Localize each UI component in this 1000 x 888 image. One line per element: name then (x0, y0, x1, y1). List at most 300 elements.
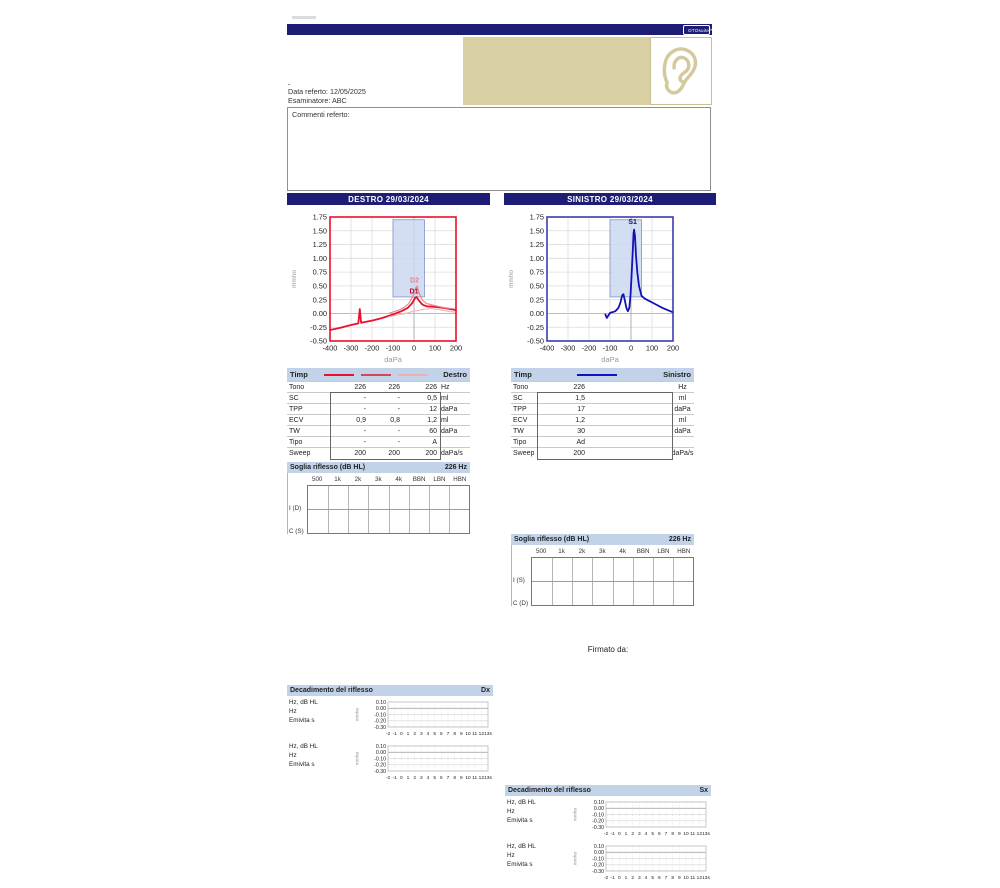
timp-row-tw (511, 425, 694, 436)
svg-text:0.50: 0.50 (529, 281, 544, 291)
reflex-cell (348, 510, 368, 533)
timp-cell: Sweep (289, 449, 311, 457)
svg-text:-200: -200 (364, 343, 380, 353)
svg-text:11: 11 (690, 832, 696, 837)
svg-text:7: 7 (446, 776, 450, 781)
reflex-column-headers (511, 545, 694, 557)
reflex-col-500: 500 (536, 547, 547, 555)
timp-rows (287, 381, 470, 458)
timp-cell: daPa (441, 427, 458, 435)
svg-text:0.10: 0.10 (375, 743, 386, 750)
svg-text:-0.20: -0.20 (374, 718, 386, 725)
svg-text:2: 2 (413, 776, 417, 781)
legend-line-swatch (324, 374, 354, 376)
decay-param-label: Hz, dB HL (289, 699, 318, 706)
reflex-cell (368, 510, 388, 533)
timp-row-sc (511, 392, 694, 403)
svg-text:1: 1 (406, 732, 410, 737)
timp-cell: Tipo (289, 438, 303, 446)
reflex-col-LBN: LBN (657, 547, 670, 555)
timp-cell: TW (513, 427, 524, 435)
timp-cell: 12 (429, 405, 437, 413)
svg-text:0.10: 0.10 (375, 699, 386, 706)
svg-text:1.50: 1.50 (529, 226, 544, 236)
svg-text:3: 3 (419, 732, 423, 737)
reflex-cell (449, 486, 469, 509)
reflex-freq: 226 Hz (444, 464, 467, 471)
svg-text:8: 8 (671, 876, 675, 881)
timp-cell: 226 (573, 383, 585, 391)
reflex-cell (673, 558, 693, 581)
ear-logo-box (650, 37, 712, 105)
reflex-col-2k: 2k (578, 547, 586, 555)
svg-text:0.75: 0.75 (529, 267, 544, 277)
svg-text:12: 12 (478, 776, 485, 781)
comments-box (287, 107, 711, 191)
svg-text:13s: 13s (484, 776, 492, 781)
tympanogram-chart-sinistro (504, 205, 714, 365)
reflex-row (308, 509, 469, 533)
timp-cell: 1,2 (427, 416, 437, 424)
svg-text:1: 1 (624, 876, 628, 881)
timp-table-header (511, 368, 694, 381)
reflex-cell (613, 582, 633, 605)
decay-plot (573, 798, 713, 844)
reflex-cell (572, 558, 592, 581)
svg-text:daPa: daPa (601, 355, 619, 364)
decay-param-label: Hz, dB HL (507, 843, 536, 850)
timp-cell: Tono (289, 383, 305, 391)
reflex-cell (653, 582, 673, 605)
timp-cell: daPa (674, 427, 691, 435)
reflex-cell (613, 558, 633, 581)
decay-side-label: Sx (699, 787, 708, 794)
reflex-col-3k: 3k (599, 547, 606, 555)
timp-cell: - (363, 438, 366, 446)
reflex-left-rule (511, 545, 512, 606)
timp-cell: 200 (354, 449, 366, 457)
svg-text:-0.30: -0.30 (592, 868, 604, 875)
svg-text:3: 3 (419, 776, 423, 781)
timp-cell: 226 (388, 383, 400, 391)
svg-text:0.00: 0.00 (375, 706, 386, 713)
svg-text:0.00: 0.00 (375, 750, 386, 757)
timp-cell: - (397, 405, 400, 413)
svg-text:11: 11 (690, 876, 696, 881)
timp-cell: 200 (573, 449, 585, 457)
svg-text:4: 4 (644, 876, 648, 881)
svg-text:-1: -1 (610, 876, 615, 881)
top-navy-bar (287, 24, 712, 35)
timp-row-sc (287, 392, 470, 403)
reflex-cell (532, 582, 552, 605)
decay-param-label: Emivita s (507, 861, 533, 868)
reflex-col-3k: 3k (375, 475, 382, 483)
reflex-cell (429, 486, 449, 509)
reflex-row (532, 581, 693, 605)
timp-cell: - (363, 427, 366, 435)
reflex-table-destro (287, 462, 470, 534)
svg-text:-0.30: -0.30 (374, 724, 386, 731)
svg-text:-0.10: -0.10 (592, 856, 604, 863)
reflex-cell (429, 510, 449, 533)
meta-dot: . (288, 78, 290, 87)
timp-cell: TPP (289, 405, 303, 413)
otosuite-logo (683, 25, 714, 35)
timp-rows (511, 381, 694, 458)
svg-text:6: 6 (657, 876, 661, 881)
svg-text:-0.20: -0.20 (592, 818, 604, 825)
timp-cell: 226 (425, 383, 437, 391)
timp-row-tono (287, 381, 470, 392)
decay-param-label: Hz (289, 708, 297, 715)
reflex-col-BBN: BBN (636, 547, 650, 555)
svg-text:13s: 13s (484, 732, 492, 737)
timp-cell: ml (678, 394, 687, 402)
svg-text:5: 5 (433, 776, 437, 781)
timp-row-sweep (287, 447, 470, 458)
svg-text:8: 8 (453, 776, 457, 781)
timp-cell: daPa/s (441, 449, 463, 457)
reflex-cell (308, 486, 328, 509)
svg-text:9: 9 (459, 776, 463, 781)
timp-cell: 0,8 (390, 416, 400, 424)
svg-text:10: 10 (465, 732, 471, 737)
redacted-patient-name (292, 16, 316, 19)
reflex-row-label: C (S) (289, 528, 304, 535)
svg-text:5: 5 (651, 876, 655, 881)
svg-text:13s: 13s (702, 876, 710, 881)
decay-param-label: Emivita s (289, 717, 315, 724)
signed-by-label: Firmato da: (587, 645, 629, 654)
timp-row-tono (511, 381, 694, 392)
normative-box (393, 220, 425, 297)
timp-cell: 1,5 (575, 394, 585, 402)
svg-text:D1: D1 (409, 288, 419, 296)
decay-plot (573, 842, 713, 888)
svg-text:-400: -400 (322, 343, 338, 353)
svg-text:4: 4 (426, 732, 430, 737)
svg-text:12: 12 (696, 876, 703, 881)
timp-row-tipo (511, 436, 694, 447)
timp-cell: Tipo (513, 438, 527, 446)
reflex-cell (348, 486, 368, 509)
timp-cell: ml (441, 416, 449, 424)
svg-text:-0.20: -0.20 (374, 762, 386, 769)
svg-text:10: 10 (683, 832, 689, 837)
reflex-decay-destro (287, 685, 493, 785)
svg-text:mmho: mmho (573, 851, 579, 866)
timp-cell: 60 (429, 427, 437, 435)
decay-param-label: Hz (507, 808, 515, 815)
svg-text:S1: S1 (628, 219, 637, 227)
timp-row-tpp (511, 403, 694, 414)
svg-text:6: 6 (439, 732, 443, 737)
beige-banner (463, 37, 650, 105)
decay-title: Decadimento del riflesso (290, 687, 373, 694)
logo-text: OTOsuite™ (688, 27, 714, 33)
decay-side-label: Dx (481, 687, 490, 694)
svg-text:13s: 13s (702, 832, 710, 837)
svg-text:-100: -100 (602, 343, 618, 353)
reflex-col-LBN: LBN (433, 475, 446, 483)
reflex-cell (653, 558, 673, 581)
timp-table-header (287, 368, 470, 381)
tympanogram-chart-destro (287, 205, 497, 365)
decay-param-label: Emivita s (507, 817, 533, 824)
timp-cell: 17 (577, 405, 585, 413)
timp-cell: daPa/s (671, 449, 694, 457)
svg-text:-100: -100 (385, 343, 401, 353)
timp-cell: TPP (513, 405, 527, 413)
svg-text:9: 9 (459, 732, 463, 737)
svg-text:-300: -300 (560, 343, 576, 353)
destro-header-bar: DESTRO 29/03/2024 (287, 193, 490, 205)
timp-cell: Sweep (513, 449, 535, 457)
svg-text:0: 0 (628, 343, 634, 353)
svg-text:mmho: mmho (355, 751, 361, 766)
reflex-cell (532, 558, 552, 581)
decay-param-label: Hz, dB HL (507, 799, 536, 806)
reflex-row-label: I (D) (289, 505, 302, 512)
svg-text:6: 6 (439, 776, 443, 781)
timp-cell: - (363, 405, 366, 413)
reflex-cell (328, 510, 348, 533)
reflex-cell (389, 486, 409, 509)
svg-text:5: 5 (651, 832, 655, 837)
svg-text:-0.10: -0.10 (374, 712, 386, 719)
timp-table-destro (287, 368, 470, 458)
timp-table-sinistro (511, 368, 694, 458)
svg-text:0.25: 0.25 (312, 295, 327, 305)
svg-text:0.00: 0.00 (593, 850, 604, 857)
svg-text:mmho: mmho (291, 269, 298, 289)
timp-cell: ECV (289, 416, 304, 424)
reflex-title: Soglia riflesso (dB HL) (514, 536, 590, 543)
timp-cell: Hz (441, 383, 450, 391)
reflex-row-label: I (S) (513, 577, 525, 584)
reflex-col-4k: 4k (619, 547, 626, 555)
reflex-left-rule (287, 473, 288, 534)
svg-text:2: 2 (631, 876, 635, 881)
timp-cell: 1,2 (575, 416, 585, 424)
svg-text:-0.50: -0.50 (310, 336, 327, 346)
svg-text:-2: -2 (385, 732, 391, 737)
svg-text:7: 7 (664, 876, 668, 881)
timp-row-sweep (511, 447, 694, 458)
timp-cell: SC (289, 394, 299, 402)
svg-text:0: 0 (617, 832, 621, 837)
svg-text:mmho: mmho (508, 269, 515, 289)
reflex-cell (409, 510, 429, 533)
svg-text:-0.50: -0.50 (527, 336, 544, 346)
reflex-cell (552, 558, 572, 581)
timp-cell: 200 (388, 449, 400, 457)
reflex-col-500: 500 (312, 475, 323, 483)
reflex-col-4k: 4k (395, 475, 402, 483)
svg-text:-2: -2 (603, 876, 609, 881)
reflex-column-headers (287, 473, 470, 485)
reflex-table-sinistro (511, 534, 694, 606)
reflex-cell (633, 582, 653, 605)
timp-cell: - (397, 394, 400, 402)
reflex-decay-sinistro (505, 785, 711, 885)
svg-text:1: 1 (406, 776, 410, 781)
svg-text:12: 12 (696, 832, 703, 837)
reflex-grid (307, 485, 470, 534)
reflex-row (308, 486, 469, 509)
svg-text:4: 4 (426, 776, 430, 781)
svg-text:-300: -300 (343, 343, 359, 353)
timp-cell: SC (513, 394, 523, 402)
svg-text:-200: -200 (581, 343, 597, 353)
timp-cell: 30 (577, 427, 585, 435)
svg-text:1.00: 1.00 (529, 253, 544, 263)
svg-text:1.50: 1.50 (312, 226, 327, 236)
svg-text:4: 4 (644, 832, 648, 837)
timp-cell: 200 (425, 449, 437, 457)
tympanogram-svg (287, 205, 497, 365)
timp-cell: 0,5 (427, 394, 437, 402)
timp-side-label: Sinistro (663, 370, 691, 379)
reflex-cell (449, 510, 469, 533)
reflex-cell (308, 510, 328, 533)
timp-cell: Ad (576, 438, 585, 446)
tympanogram-svg (504, 205, 714, 365)
svg-text:0: 0 (399, 776, 403, 781)
timp-title: Timp (514, 370, 532, 379)
comments-label: Commenti referto: (292, 110, 350, 119)
svg-text:-0.30: -0.30 (592, 824, 604, 831)
svg-text:1: 1 (624, 832, 628, 837)
svg-text:0: 0 (399, 732, 403, 737)
svg-text:daPa: daPa (384, 355, 402, 364)
reflex-cell (572, 582, 592, 605)
svg-text:0: 0 (617, 876, 621, 881)
svg-text:D2: D2 (409, 277, 419, 285)
decay-param-label: Hz, dB HL (289, 743, 318, 750)
svg-text:9: 9 (677, 832, 681, 837)
svg-text:2: 2 (413, 732, 417, 737)
svg-text:1.00: 1.00 (312, 253, 327, 263)
decay-param-label: Emivita s (289, 761, 315, 768)
decay-plot (355, 742, 495, 788)
timp-cell: daPa (674, 405, 691, 413)
svg-text:-0.20: -0.20 (592, 862, 604, 869)
svg-text:5: 5 (433, 732, 437, 737)
reflex-cell (409, 486, 429, 509)
svg-text:10: 10 (683, 876, 689, 881)
svg-text:6: 6 (657, 832, 661, 837)
legend-line-swatch (361, 374, 391, 376)
timp-title: Timp (290, 370, 308, 379)
reflex-cell (328, 486, 348, 509)
reflex-col-HBN: HBN (453, 475, 467, 483)
timp-cell: ml (441, 394, 449, 402)
svg-text:9: 9 (677, 876, 681, 881)
reflex-freq: 226 Hz (668, 536, 691, 543)
reflex-cell (592, 582, 612, 605)
timp-cell: daPa (441, 405, 458, 413)
decay-param-label: Hz (289, 752, 297, 759)
svg-text:-1: -1 (392, 776, 397, 781)
svg-text:-2: -2 (385, 776, 391, 781)
svg-text:7: 7 (446, 732, 450, 737)
reflex-cell (389, 510, 409, 533)
svg-text:2: 2 (631, 832, 635, 837)
timp-cell: - (363, 394, 366, 402)
reflex-header (287, 462, 470, 473)
decay-plot (355, 698, 495, 744)
reflex-title: Soglia riflesso (dB HL) (290, 464, 366, 471)
reflex-header (511, 534, 694, 545)
decay-header (505, 785, 711, 796)
svg-text:-1: -1 (610, 832, 615, 837)
svg-text:12: 12 (478, 732, 485, 737)
svg-text:100: 100 (645, 343, 659, 353)
timp-row-ecv (511, 414, 694, 425)
timp-legend (308, 374, 443, 376)
timp-cell: - (397, 438, 400, 446)
timp-cell: 226 (354, 383, 366, 391)
svg-text:-0.10: -0.10 (374, 756, 386, 763)
reflex-col-BBN: BBN (412, 475, 426, 483)
svg-text:mmho: mmho (573, 807, 579, 822)
reflex-row-label: C (D) (513, 600, 529, 607)
timp-cell: TW (289, 427, 300, 435)
svg-text:0.00: 0.00 (529, 309, 544, 319)
svg-text:-0.25: -0.25 (527, 322, 544, 332)
svg-text:3: 3 (637, 832, 641, 837)
reflex-col-1k: 1k (334, 475, 341, 483)
timp-row-tw (287, 425, 470, 436)
svg-text:200: 200 (449, 343, 463, 353)
svg-text:3: 3 (637, 876, 641, 881)
timp-cell: 0,9 (356, 416, 366, 424)
reflex-cell (368, 486, 388, 509)
svg-text:8: 8 (453, 732, 457, 737)
svg-text:-400: -400 (539, 343, 555, 353)
svg-text:1.25: 1.25 (312, 240, 327, 250)
sinistro-header-bar: SINISTRO 29/03/2024 (504, 193, 716, 205)
decay-header (287, 685, 493, 696)
svg-text:-0.25: -0.25 (310, 322, 327, 332)
svg-text:-0.10: -0.10 (592, 812, 604, 819)
decay-param-label: Hz (507, 852, 515, 859)
svg-text:0.00: 0.00 (312, 309, 327, 319)
ear-icon (658, 42, 704, 100)
timp-cell: ECV (513, 416, 528, 424)
svg-text:11: 11 (472, 732, 478, 737)
svg-text:mmho: mmho (355, 707, 361, 722)
reflex-col-1k: 1k (558, 547, 565, 555)
timp-cell: - (397, 427, 400, 435)
svg-text:0.50: 0.50 (312, 281, 327, 291)
svg-text:0.10: 0.10 (593, 843, 604, 850)
legend-line-swatch (577, 374, 617, 376)
svg-text:0.25: 0.25 (529, 295, 544, 305)
svg-text:1.25: 1.25 (529, 240, 544, 250)
svg-text:0.75: 0.75 (312, 267, 327, 277)
timp-legend (532, 374, 663, 376)
svg-text:-2: -2 (603, 832, 609, 837)
reflex-cell (592, 558, 612, 581)
reflex-cell (633, 558, 653, 581)
reflex-row (532, 558, 693, 581)
timp-row-ecv (287, 414, 470, 425)
svg-text:7: 7 (664, 832, 668, 837)
report-date-line: Data referto: 12/05/2025 (288, 87, 366, 96)
